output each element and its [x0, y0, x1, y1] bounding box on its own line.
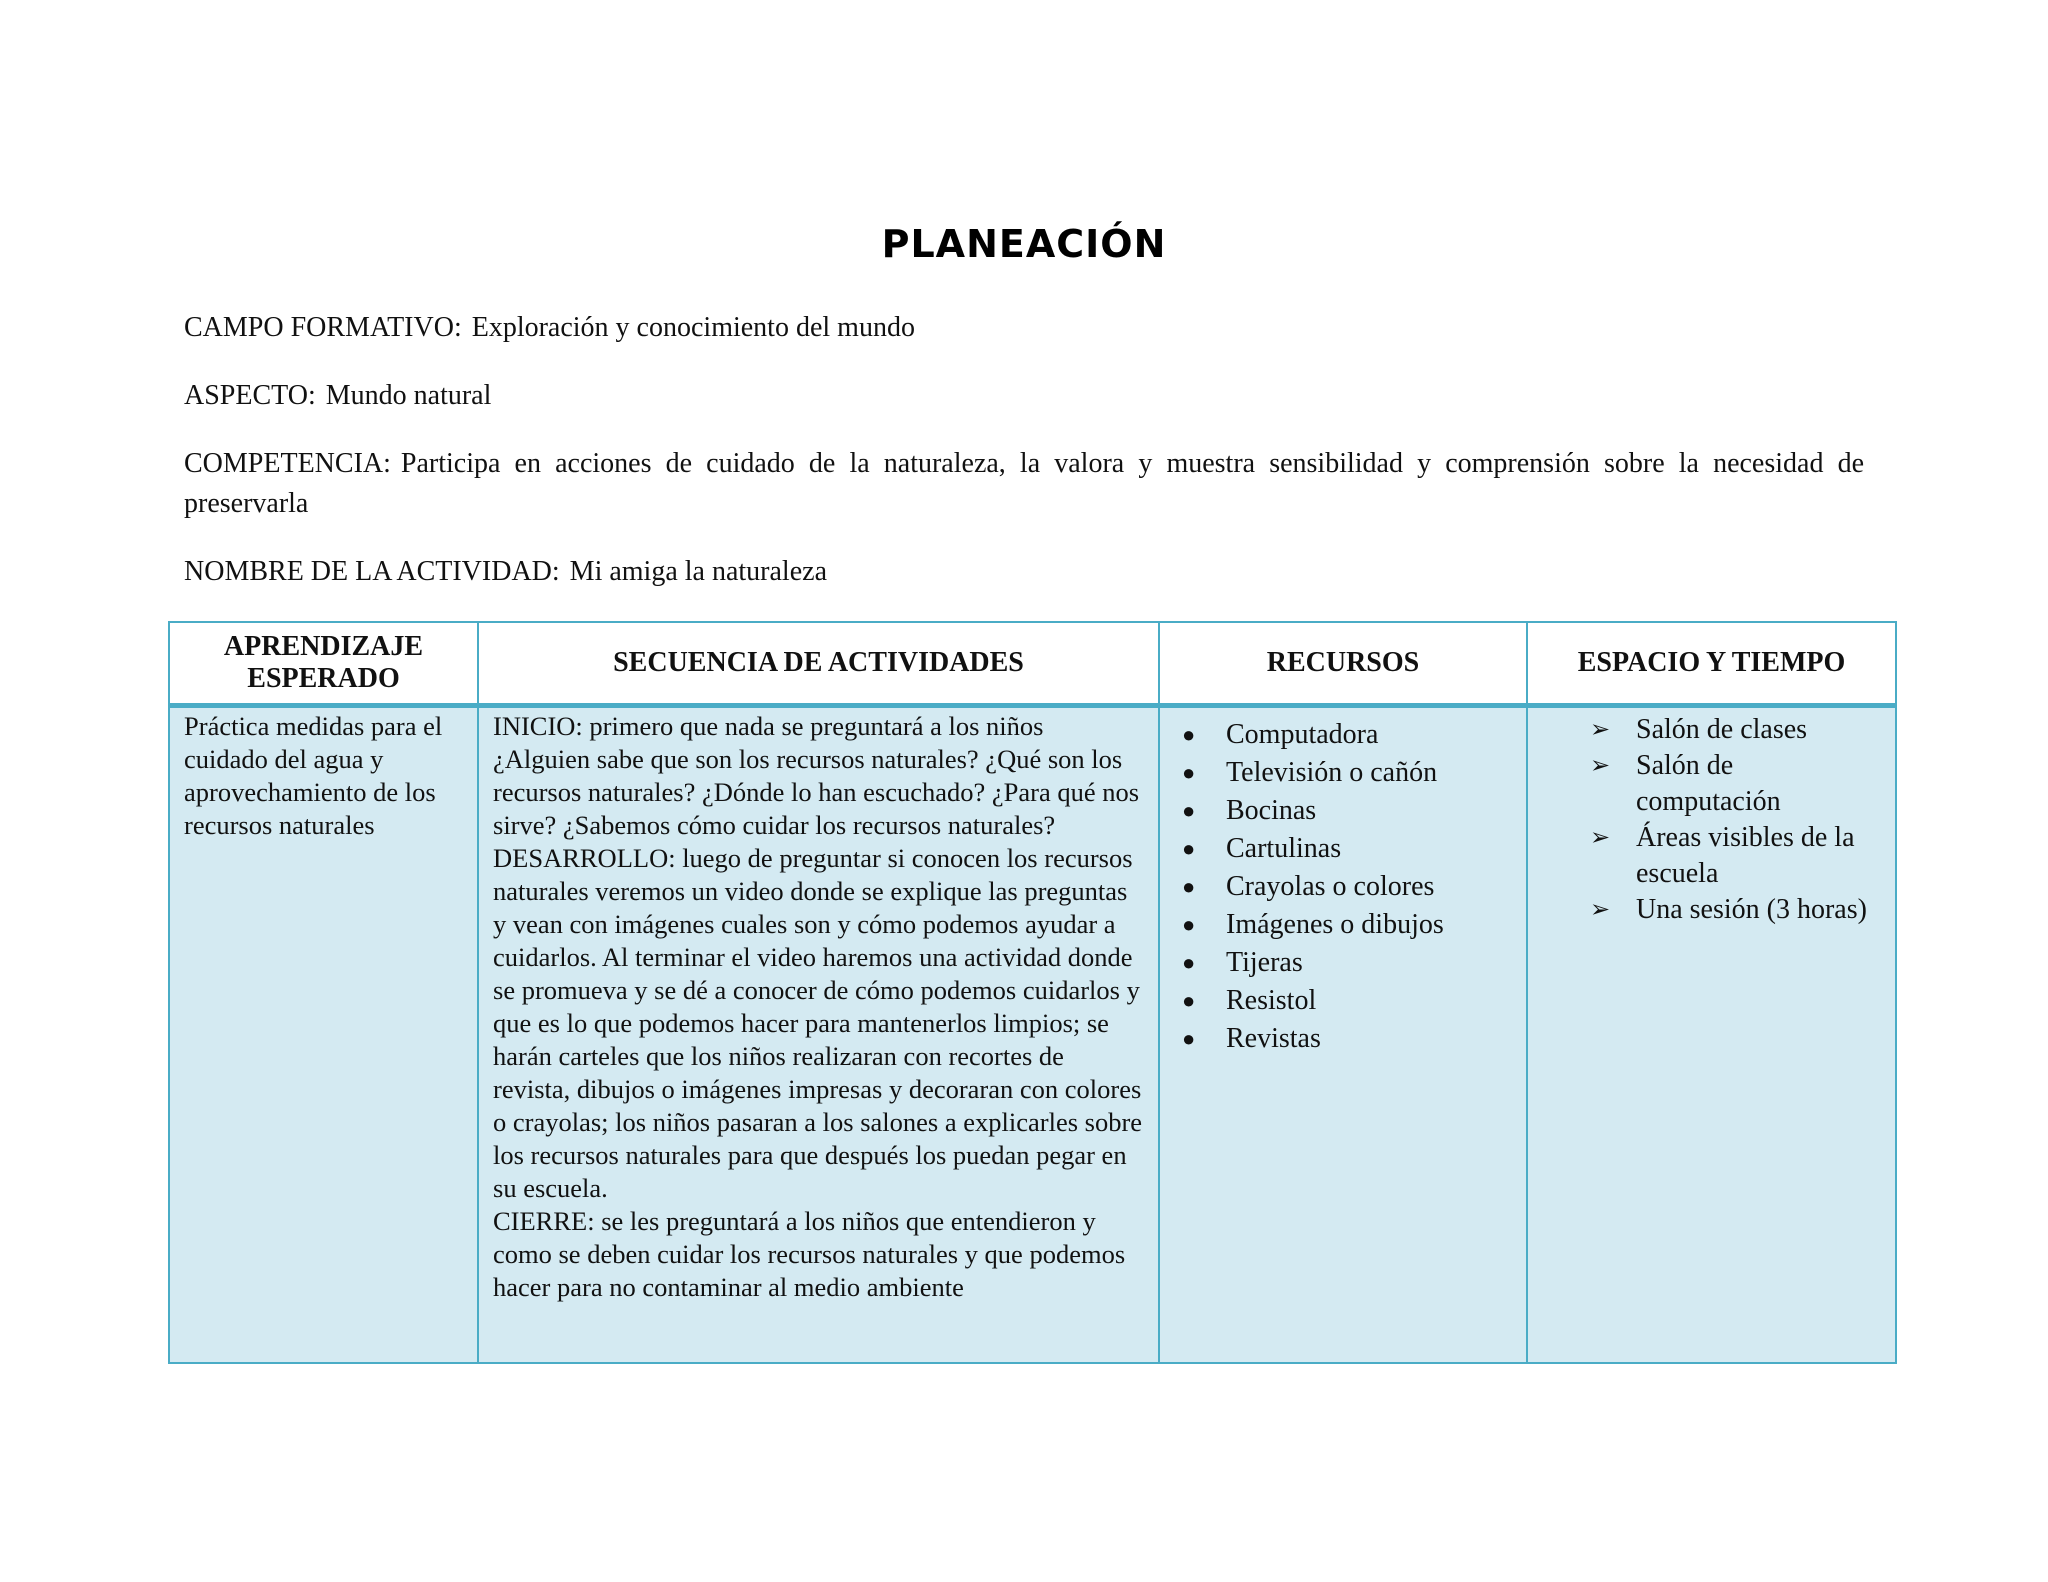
- competencia-label: COMPETENCIA:: [184, 448, 391, 479]
- secuencia-cierre: CIERRE: se les preguntará a los niños que entendieron y como se deben cuidar los recursos naturales y que podemos hacer para no contaminar al medio ambiente: [493, 1206, 1126, 1302]
- cell-espacio: [1527, 706, 1896, 1364]
- competencia-field: [184, 444, 1864, 524]
- list-item: ➢ Salón de computación: [1590, 750, 1781, 817]
- header-secuencia: SECUENCIA DE ACTIVIDADES: [478, 622, 1159, 706]
- espacio-list: [1542, 712, 1881, 928]
- campo-formativo-field: [184, 308, 1864, 348]
- list-item: ● Cartulinas: [1226, 830, 1512, 868]
- cell-recursos: [1159, 706, 1527, 1364]
- arrow-bullet-icon: ➢: [1590, 825, 1611, 851]
- campo-formativo-value: Exploración y conocimiento del mundo: [471, 312, 915, 343]
- list-item: ● Imágenes o dibujos: [1226, 906, 1512, 944]
- secuencia-inicio: INICIO: primero que nada se preguntará a los niños ¿Alguien sabe que son los recursos naturales? ¿Qué son los recursos naturales? ¿Dónde lo han escuchado? ¿Para qué nos sirve? ¿Sabemos cómo cuidar los recursos naturales?: [493, 711, 1140, 840]
- secuencia-desarrollo: DESARROLLO: luego de preguntar si conocen los recursos naturales veremos un video donde se explique las preguntas y vean con imágenes cuales son y cómo podemos ayudar a cuidarlos. Al terminar el video haremos una actividad donde se promueva y se dé a conocer de cómo podemos cuidarlos y que es lo que podemos hacer para mantenerlos limpios; se harán carteles que los niños realizaran con recortes de revista, dibujos o imágenes impresas y decoraran con colores o crayolas; los niños pasaran a los salones a explicarles sobre los recursos naturales para que después los puedan pegar en su escuela.: [493, 843, 1143, 1203]
- bullet-icon: ●: [1182, 1026, 1196, 1051]
- list-item: ● Bocinas: [1226, 792, 1512, 830]
- bullet-icon: ●: [1182, 988, 1196, 1013]
- planning-table: [168, 621, 1897, 1364]
- aspecto-value: Mundo natural: [325, 380, 492, 411]
- list-item: ● Resistol: [1226, 982, 1512, 1020]
- nombre-actividad-label: NOMBRE DE LA ACTIVIDAD:: [184, 556, 560, 587]
- campo-formativo-label: CAMPO FORMATIVO:: [184, 312, 462, 343]
- bullet-icon: ●: [1182, 912, 1196, 937]
- aspecto-label: ASPECTO:: [184, 380, 316, 411]
- header-espacio: ESPACIO Y TIEMPO: [1527, 622, 1896, 706]
- list-item: ● Revistas: [1226, 1020, 1512, 1058]
- arrow-bullet-icon: ➢: [1590, 717, 1611, 743]
- list-item: ➢ Salón de clases: [1636, 712, 1881, 748]
- list-item: ● Televisión o cañón: [1226, 754, 1512, 792]
- bullet-icon: ●: [1182, 836, 1196, 861]
- list-item: ● Tijeras: [1226, 944, 1512, 982]
- cell-secuencia: [478, 706, 1159, 1364]
- list-item: ● Crayolas o colores: [1226, 868, 1512, 906]
- arrow-bullet-icon: ➢: [1590, 897, 1611, 923]
- bullet-icon: ●: [1182, 722, 1196, 747]
- table-row: [169, 706, 1896, 1364]
- header-recursos: RECURSOS: [1159, 622, 1527, 706]
- bullet-icon: ●: [1182, 798, 1196, 823]
- nombre-actividad-field: [184, 552, 1864, 592]
- nombre-actividad-value: Mi amiga la naturaleza: [569, 556, 827, 587]
- competencia-value: Participa en acciones de cuidado de la naturaleza, la valora y muestra sensibilidad y comprensión sobre la necesidad de preservarla: [184, 448, 1864, 519]
- cell-aprendizaje: Práctica medidas para el cuidado del agua y aprovechamiento de los recursos naturales: [169, 706, 478, 1364]
- list-item: ● Computadora: [1226, 716, 1512, 754]
- table-header-row: [169, 622, 1896, 706]
- header-aprendizaje: APRENDIZAJE ESPERADO: [169, 622, 478, 706]
- list-item: ➢ Áreas visibles de la escuela: [1590, 822, 1855, 889]
- bullet-icon: ●: [1182, 950, 1196, 975]
- recursos-list: [1174, 716, 1512, 1058]
- page-title: PLANEACIÓN: [881, 222, 1167, 266]
- bullet-icon: ●: [1182, 760, 1196, 785]
- arrow-bullet-icon: ➢: [1590, 753, 1611, 779]
- bullet-icon: ●: [1182, 874, 1196, 899]
- list-item: ➢ Una sesión (3 horas): [1636, 892, 1881, 928]
- aspecto-field: [184, 376, 1864, 416]
